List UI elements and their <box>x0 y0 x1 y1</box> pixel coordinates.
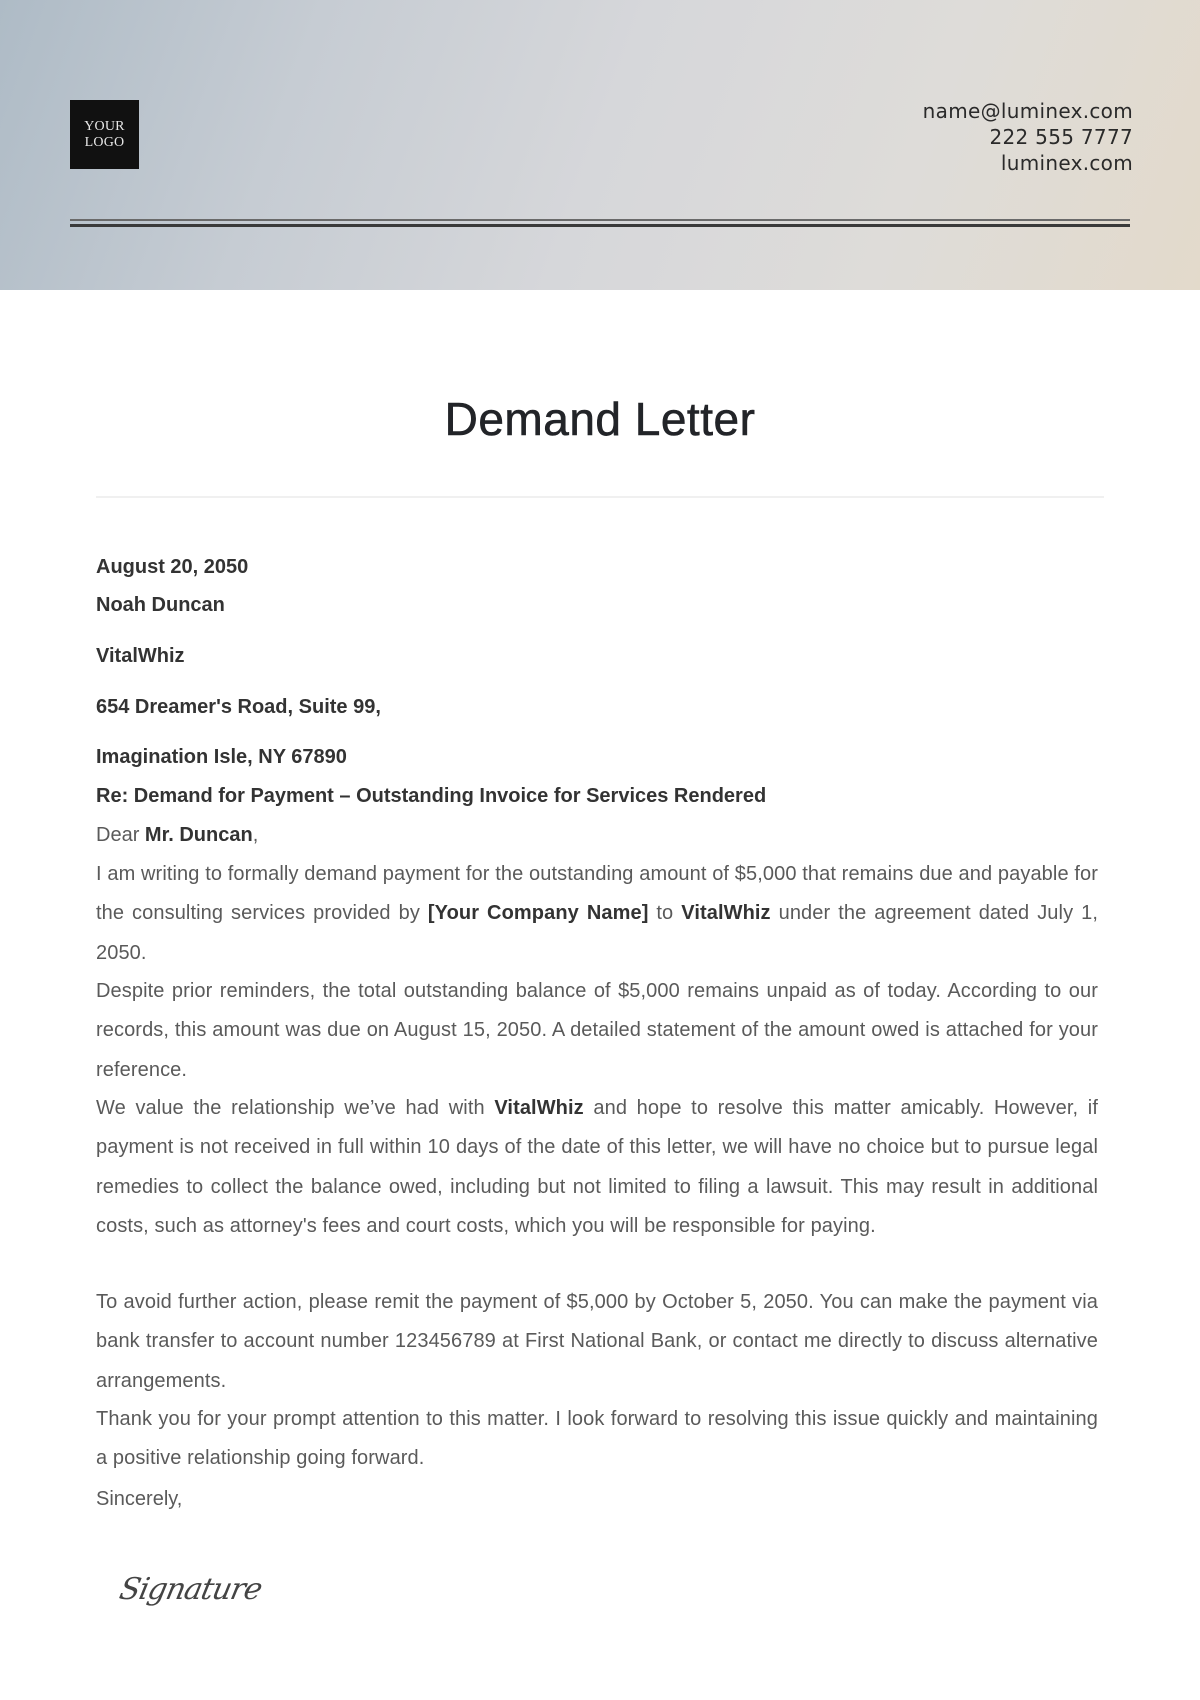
paragraph-4: To avoid further action, please remit the payment of $5,000 by October 5, 2050. You can make the payment via bank transfer to account number 123456789 at First National Bank, or contact me directly to discuss alternative arrangements. <box>96 1291 1098 1392</box>
paragraph-5: Thank you for your prompt attention to this matter. I look forward to resolving this issue quickly and maintaining a positive relationship going forward. <box>96 1408 1098 1470</box>
contact-website: luminex.com <box>1000 151 1133 175</box>
sender-company-placeholder: [Your Company Name] <box>427 902 649 925</box>
recipient-address-line1: 654 Dreamer's Road, Suite 99, <box>96 696 381 718</box>
contact-email: name@luminex.com <box>922 99 1133 123</box>
paragraph-3 <box>96 1089 1098 1246</box>
p1-text-3: under the agreement dated July 1, 2050. <box>96 902 1098 964</box>
logo-text-line2: LOGO <box>84 134 125 150</box>
recipient-name: Noah Duncan <box>96 594 225 616</box>
salutation-name: Mr. Duncan <box>144 824 253 846</box>
title-divider <box>96 496 1104 498</box>
salutation-prefix: Dear <box>96 824 145 846</box>
contact-info <box>923 98 1133 176</box>
salutation <box>96 824 258 847</box>
company-logo <box>70 100 139 169</box>
logo-text-line1: YOUR <box>84 118 125 134</box>
salutation-suffix: , <box>252 824 259 846</box>
letterhead <box>0 0 1200 290</box>
recipient-company: VitalWhiz <box>96 645 185 667</box>
p1-text-1: I am writing to formally demand payment for the outstanding amount of $5,000 that remains due and payable for the consulting services provided by <box>96 863 1098 925</box>
p1-recipient-company: VitalWhiz <box>681 902 771 925</box>
contact-phone: 222 555 7777 <box>989 125 1133 149</box>
signature: Signature <box>116 1572 265 1607</box>
p1-text-2: to <box>648 902 682 925</box>
p3-recipient-company: VitalWhiz <box>494 1097 584 1119</box>
paragraph-1 <box>96 855 1098 973</box>
document-title: Demand Letter <box>444 393 756 445</box>
rule-line-thick <box>70 224 1130 227</box>
p3-text-2: and hope to resolve this matter amicably. However, if payment is not received in full within 10 days of the date of this letter, we will have no choice but to pursue legal remedies to collect the balance owed, including but not limited to filing a lawsuit. This may result in additional costs, such as attorney's fees and court costs, which you will be responsible for paying. <box>96 1097 1098 1237</box>
closing: Sincerely, <box>96 1488 183 1510</box>
recipient-address-line2: Imagination Isle, NY 67890 <box>96 746 347 768</box>
header-double-rule <box>70 219 1130 228</box>
subject-line: Re: Demand for Payment – Outstanding Invoice for Services Rendered <box>96 785 767 807</box>
letter-date: August 20, 2050 <box>96 556 249 578</box>
paragraph-2: Despite prior reminders, the total outstanding balance of $5,000 remains unpaid as of today. According to our records, this amount was due on August 15, 2050. A detailed statement of the amount owed is attached for your reference. <box>96 980 1098 1081</box>
p3-text-1: We value the relationship we’ve had with <box>96 1097 495 1119</box>
rule-line-thin <box>70 219 1130 221</box>
